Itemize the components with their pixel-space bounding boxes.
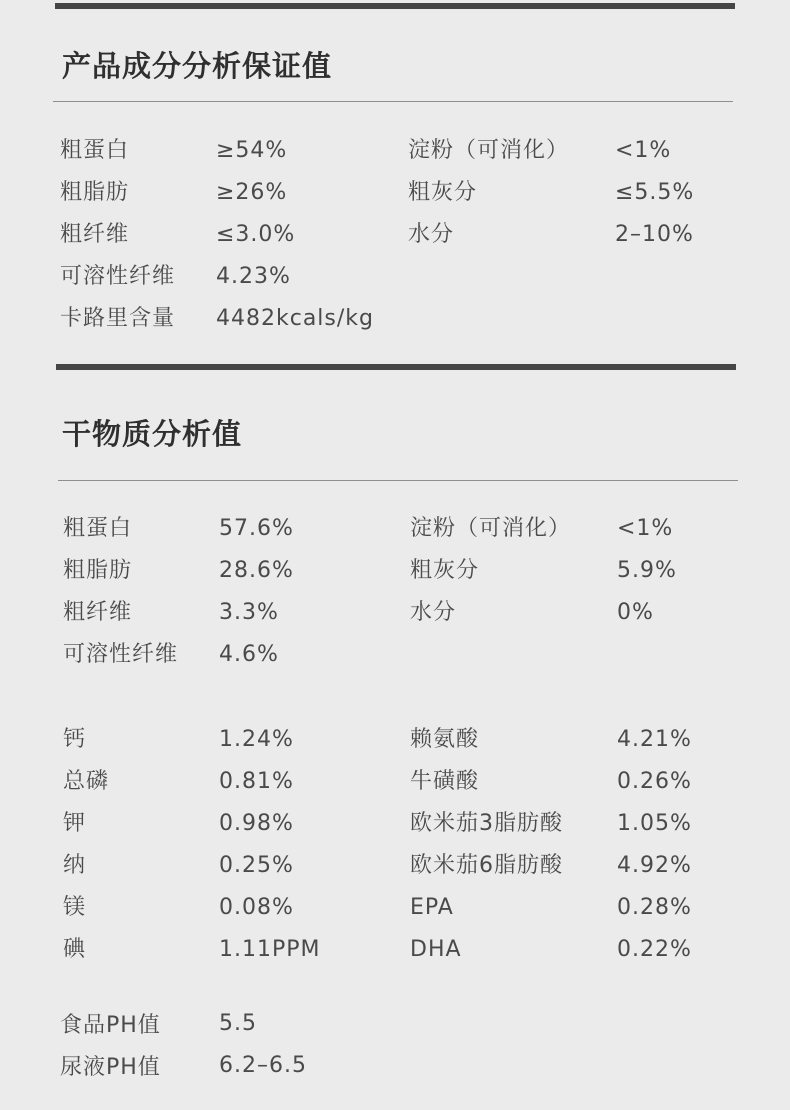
section2-top-bar — [56, 364, 736, 370]
s1-row3-label2: 水分 — [408, 222, 455, 247]
s2a-row1-label: 粗蛋白 — [63, 516, 133, 541]
s2a-row2-label: 粗脂肪 — [63, 558, 133, 583]
s2b-row4-value: 0.25% — [219, 853, 294, 878]
s2b-row5-label2: EPA — [410, 895, 454, 920]
s2a-row2-label2: 粗灰分 — [410, 558, 480, 583]
section1-top-bar — [55, 3, 735, 9]
s2b-row1-value2: 4.21% — [617, 727, 692, 752]
s1-row3-value2: 2–10% — [615, 222, 694, 247]
s1-row4-label: 可溶性纤维 — [60, 264, 176, 289]
s1-row4-value: 4.23% — [216, 264, 291, 289]
s2b-row2-label: 总磷 — [63, 769, 110, 794]
section2-title: 干物质分析值 — [62, 417, 243, 451]
s2b-row1-label2: 赖氨酸 — [410, 727, 480, 752]
s2b-row3-label2: 欧米茄3脂肪酸 — [410, 811, 563, 836]
s1-row2-value: ≥26% — [216, 180, 288, 205]
s2b-row6-value: 1.11PPM — [219, 937, 321, 962]
s2a-row3-label: 粗纤维 — [63, 600, 133, 625]
s2c-row1-value: 5.5 — [219, 1011, 257, 1036]
s2a-row1-value2: <1% — [617, 516, 674, 541]
s1-row1-label2: 淀粉（可消化） — [408, 138, 570, 163]
s1-row2-label2: 粗灰分 — [408, 180, 478, 205]
s2a-row2-value: 28.6% — [219, 558, 294, 583]
s2b-row4-value2: 4.92% — [617, 853, 692, 878]
s2a-row2-value2: 5.9% — [617, 558, 677, 583]
s2b-row3-label: 钾 — [63, 811, 87, 836]
section1-title: 产品成分分析保证值 — [62, 49, 333, 83]
s2b-row2-label2: 牛磺酸 — [410, 769, 480, 794]
s2c-row2-value: 6.2–6.5 — [219, 1053, 307, 1078]
section2-divider — [58, 480, 738, 481]
s2b-row5-value2: 0.28% — [617, 895, 692, 920]
s2b-row4-label: 纳 — [63, 853, 87, 878]
s1-row1-value: ≥54% — [216, 138, 288, 163]
s1-row2-label: 粗脂肪 — [60, 180, 130, 205]
s2a-row3-label2: 水分 — [410, 600, 457, 625]
s2b-row2-value: 0.81% — [219, 769, 294, 794]
s2a-row1-label2: 淀粉（可消化） — [410, 516, 572, 541]
s2a-row4-value: 4.6% — [219, 642, 279, 667]
s2c-row1-label: 食品PH值 — [60, 1013, 161, 1038]
s2b-row5-value: 0.08% — [219, 895, 294, 920]
s2b-row6-value2: 0.22% — [617, 937, 692, 962]
s2a-row1-value: 57.6% — [219, 516, 294, 541]
s1-row1-value2: <1% — [615, 138, 672, 163]
s1-row3-label: 粗纤维 — [60, 222, 130, 247]
s2a-row3-value: 3.3% — [219, 600, 279, 625]
s1-row3-value: ≤3.0% — [216, 222, 296, 247]
s2c-row2-label: 尿液PH值 — [60, 1055, 161, 1080]
s2b-row4-label2: 欧米茄6脂肪酸 — [410, 853, 563, 878]
s2b-row2-value2: 0.26% — [617, 769, 692, 794]
s2b-row3-value: 0.98% — [219, 811, 294, 836]
s2b-row1-label: 钙 — [63, 727, 87, 752]
s2b-row1-value: 1.24% — [219, 727, 294, 752]
s2a-row4-label: 可溶性纤维 — [63, 642, 179, 667]
s2b-row3-value2: 1.05% — [617, 811, 692, 836]
s1-row2-value2: ≤5.5% — [615, 180, 695, 205]
section1-divider — [53, 101, 733, 102]
s2b-row5-label: 镁 — [63, 895, 87, 920]
s2b-row6-label2: DHA — [410, 937, 462, 962]
s2b-row6-label: 碘 — [63, 937, 87, 962]
s1-row1-label: 粗蛋白 — [60, 138, 130, 163]
s1-row5-label: 卡路里含量 — [60, 306, 176, 331]
s1-row5-value: 4482kcals/kg — [216, 306, 374, 331]
s2a-row3-value2: 0% — [617, 600, 654, 625]
